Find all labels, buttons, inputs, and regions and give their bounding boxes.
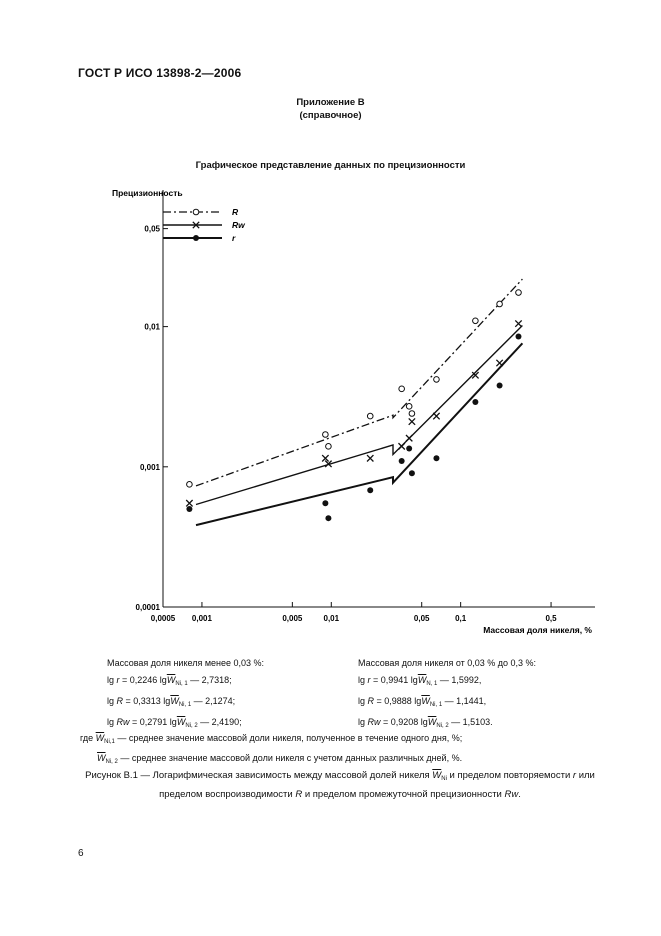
where-block: [80, 730, 640, 770]
formulas-left: [107, 655, 357, 735]
x-tick-label: 0,001: [191, 614, 212, 623]
data-point-r: [186, 506, 192, 512]
x-tick-label: 0,1: [455, 614, 467, 623]
appendix-title: Приложение В: [296, 97, 365, 108]
x-axis-label: Массовая доля никеля, %: [483, 625, 592, 635]
legend-label-Rw: Rw: [232, 220, 245, 230]
data-point-Rw: [186, 500, 192, 506]
y-axis-label: Прецизионность: [112, 188, 183, 198]
data-point-R: [497, 301, 503, 307]
appendix-subtitle: (справочное): [299, 110, 362, 121]
where-row: $\overline{W}_{Ni, 2}$ — среднее значение массовой доли никеля с учетом данных различных дней, %.: [97, 753, 463, 765]
formula-row: lg R = 0,9888 $\lg\overline{W}_{Ni, 1}$ — 1,1441,: [358, 696, 487, 708]
page-number: 6: [78, 848, 84, 859]
caption-line-2: пределом воспроизводимости R и пределом промежуточной прецизионности Rw.: [159, 789, 521, 800]
document-id: ГОСТ Р ИСО 13898-2—2006: [78, 66, 242, 80]
data-point-R: [326, 444, 332, 450]
data-point-r: [399, 458, 405, 464]
y-tick-label: 0,01: [144, 322, 160, 332]
data-point-Rw: [398, 443, 404, 449]
data-point-Rw: [409, 418, 415, 424]
data-point-Rw: [433, 413, 439, 419]
x-tick-label: 0,01: [323, 614, 340, 623]
data-point-R: [434, 377, 440, 383]
x-tick-label: 0,5: [545, 614, 557, 623]
formula-row: lg r = 0,2246 $\lg\overline{W}_{Ni, 1}$ — 2,7318;: [107, 675, 232, 687]
data-point-R: [473, 318, 479, 324]
fit-line-r: [196, 343, 522, 525]
legend-label-r: r: [232, 233, 236, 243]
data-point-R: [187, 482, 193, 488]
x-tick-label: 0,0005: [150, 614, 176, 623]
data-point-r: [409, 470, 415, 476]
data-point-R: [409, 411, 415, 417]
data-point-r: [472, 399, 478, 405]
formulas-right-title: Массовая доля никеля от 0,03 % до 0,3 %:: [358, 658, 537, 668]
data-point-R: [367, 413, 373, 419]
formula-row: lg Rw = 0,2791 $\lg\overline{W}_{Ni, 2}$ — 2,4190;: [107, 717, 242, 729]
caption-line-1: Рисунок В.1 — Логарифмическая зависимость между массовой долей никеля $\overline{W}_{Ni}$ и пределом повторяемости r или: [85, 770, 595, 782]
legend-label-R: R: [232, 207, 239, 217]
where-row: где $\overline{W}_{Ni,1}$ — среднее значение массовой доли никеля, полученное в течение одного дня, %;: [80, 733, 463, 745]
formulas-right: [358, 655, 638, 735]
formula-row: lg r = 0,9941 $\lg\overline{W}_{N, 1}$ — 1,5992,: [358, 675, 482, 687]
data-point-Rw: [367, 455, 373, 461]
y-tick-label: 0,0001: [135, 603, 160, 612]
data-point-r: [433, 455, 439, 461]
data-point-r: [325, 515, 331, 521]
data-point-r: [515, 334, 521, 340]
data-point-Rw: [515, 320, 521, 326]
data-point-R: [516, 290, 522, 296]
formula-row: lg R = 0,3313 $\lg\overline{W}_{Ni, 1}$ — 2,1274;: [107, 696, 236, 708]
data-point-r: [497, 383, 503, 389]
legend-marker-R: [193, 209, 199, 215]
y-tick-label: 0,001: [139, 462, 160, 472]
data-point-r: [367, 487, 373, 493]
data-point-r: [322, 500, 328, 506]
figure-heading: Графическое представление данных по прецизионности: [195, 160, 466, 171]
x-tick-label: 0,005: [282, 614, 303, 623]
data-point-R: [323, 432, 329, 438]
y-tick-label: 0,05: [144, 224, 160, 234]
formulas-left-title: Массовая доля никеля менее 0,03 %:: [107, 658, 265, 668]
data-point-Rw: [496, 360, 502, 366]
formula-row: lg Rw = 0,9208 $\lg\overline{W}_{Ni, 2}$ — 1,5103.: [358, 717, 493, 729]
data-point-Rw: [406, 435, 412, 441]
data-point-R: [399, 386, 405, 392]
fit-line-Rw: [196, 326, 522, 505]
legend-marker-r: [193, 235, 199, 241]
x-tick-label: 0,05: [413, 614, 430, 623]
data-point-r: [406, 446, 412, 452]
data-point-R: [406, 404, 412, 410]
figure-caption: [40, 768, 640, 803]
